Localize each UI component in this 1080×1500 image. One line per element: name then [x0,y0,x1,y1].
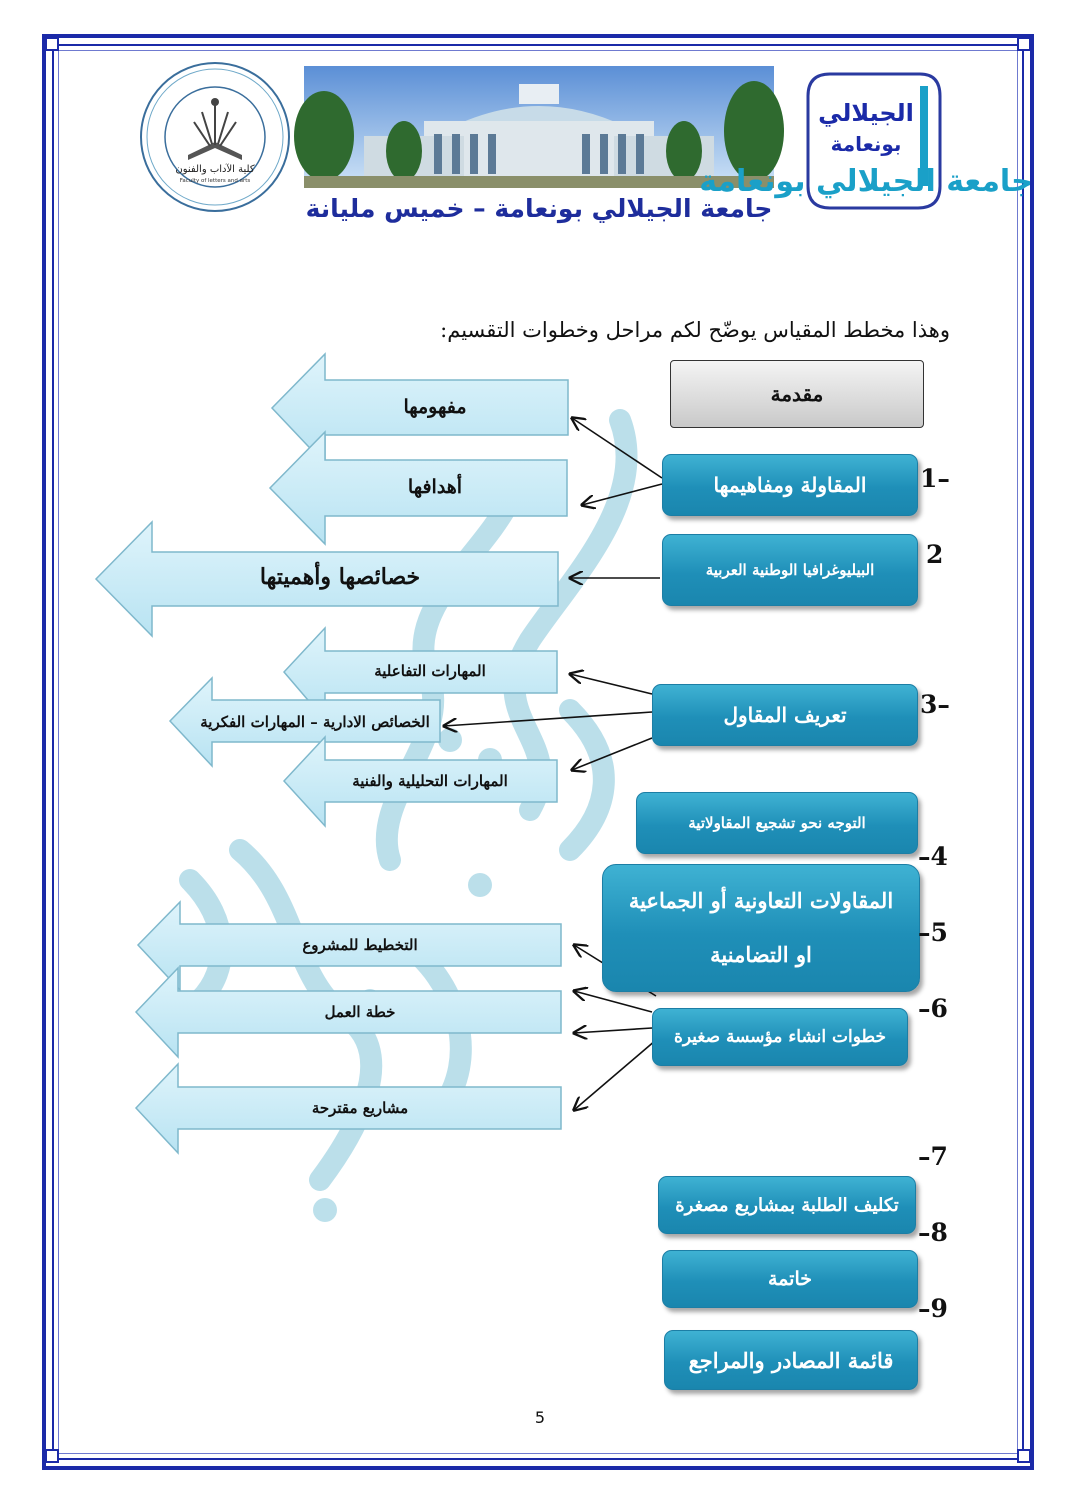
step-number-2: 2 [926,540,944,569]
step-number-8: –8 [918,1218,948,1247]
arrow-label-ahdafuha: أهدافها [407,476,463,498]
connector-3a [570,674,652,694]
step-box-9: قائمة المصادر والمراجع [664,1330,918,1390]
step-number-5: –5 [918,918,948,947]
connector-6b [574,991,652,1012]
university-logo-text: جامعة الجيلالي بونعامة [699,164,1033,199]
step-box-5: المقاولات التعاونية أو الجماعية او التضامنية [602,864,920,992]
step-box-3: تعريف المقاول [652,684,918,746]
svg-text:الجيلالي: الجيلالي [818,99,914,127]
arrow-label-admin-skills: الخصائص الادارية – المهارات الفكرية [200,713,430,731]
svg-text:بونعامة: بونعامة [830,132,902,156]
arrow-label-interactive-skills: المهارات التفاعلية [374,662,486,680]
arrow-label-work-plan: خطة العمل [324,1003,396,1021]
connector-6c [574,1028,652,1033]
step-number-3: 3– [920,690,950,719]
faculty-logo-arabic: كلية الآداب والفنون [175,164,255,175]
arrow-label-project-planning: التخطيط للمشروع [302,936,418,954]
step-number-1: 1– [920,464,950,493]
page-number: 5 [534,1408,546,1427]
step-box-2: البيليوغرافيا الوطنية العربية [662,534,918,606]
arrow-label-analytic-skills: المهارات التحليلية والفنية [352,772,508,790]
university-name: جامعة الجيلالي بونعامة – خميس مليانة [305,194,773,223]
step-box-8: خاتمة [662,1250,918,1308]
intro-box-label: مقدمة [770,382,824,406]
step-box-6: خطوات انشاء مؤسسة صغيرة [652,1008,908,1066]
connector-3c [572,738,652,770]
connector-6d [574,1040,656,1110]
faculty-logo-english: Faculty of letters and arts [179,178,251,184]
arrow-label-mafhumuha: مفهومها [403,396,467,418]
step-box-1: المقاولة ومفاهيمها [662,454,918,516]
arrow-label-proposed-projects: مشاريع مقترحة [311,1099,409,1117]
connector-1a [572,418,662,478]
step-box-3b: التوجه نحو تشجيع المقاولاتية [636,792,918,854]
arrow-label-khasaisuha: خصائصها وأهميتها [259,564,421,590]
step-box-7: تكليف الطلبة بمشاريع مصغرة [658,1176,916,1234]
step-number-4: –4 [918,842,948,871]
intro-text: وهذا مخطط المقياس يوضّح لكم مراحل وخطوات التقسيم: [440,318,950,342]
connector-1b [582,484,662,505]
step-number-9: –9 [918,1294,948,1323]
step-number-7: –7 [918,1142,948,1171]
connector-3b [444,712,652,726]
step-number-6: –6 [918,994,948,1023]
